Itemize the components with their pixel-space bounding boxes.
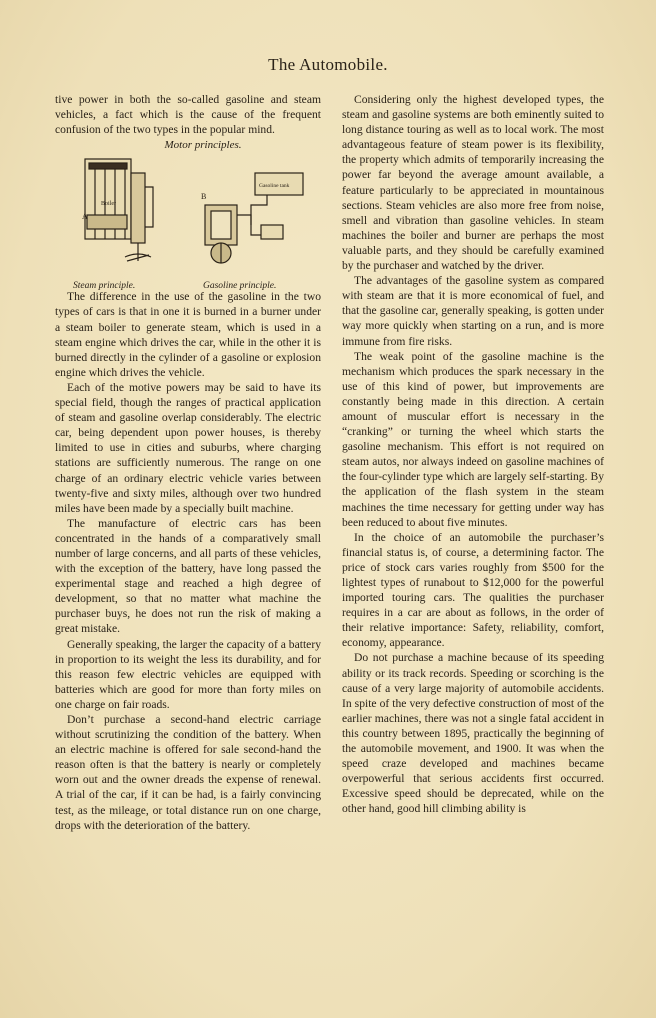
paragraph: Generally speaking, the larger the capacity of a battery in proportion to its weight the less its durability, and for this reason few electric vehicles are equipped with batteries which are good for more than forty miles on one charge on fair roads. [55,637,321,711]
left-column [55,92,321,833]
motor-principles-figure [55,153,321,292]
gas-tank-label: Gasoline tank [259,183,290,190]
paragraph: In the choice of an automobile the purchaser’s financial status is, of course, a determining factor. The price of stock cars varies roughly from $500 for the lightest types of runabout to $12,000 for the powerful imported touring cars. The qualities the purchaser requires in a car are about as follows, in the order of their relative importance: Safety, reliability, comfort, economy, appearance. [342,530,604,650]
paragraph: The weak point of the gasoline machine is the mechanism which produces the spark necessary in the use of this kind of power, but improvements are constantly being made in this direction. A certain amount of muscular effort is necessary in the “cranking” or turning the wheel which starts the gasoline mechanism. This effort is not required on steam autos, nor always indeed on gasoline machines of the four-cylinder type which are largely self-starting. By the application of the flash system in the steam machines the time necessary for getting under way has been reduced to about five minutes. [342,349,604,529]
label-b: B [201,192,207,202]
figure-title: Motor principles. [164,139,242,152]
paragraph: The manufacture of electric cars has been concentrated in the hands of a comparatively small number of large concerns, and all parts of these vehicles, with the exception of the battery, have long passed the experimental stage and reached a high degree of development, so that no matter what machine the purchaser buys, he does not run the risk of making a great mistake. [55,516,321,636]
paragraph: Considering only the highest developed types, the steam and gasoline systems are both eminently suited to long distance touring as well as to local work. The most advantageous feature of steam power is its flexibility, the property which admits of temporarily increasing the power far beyond the average amount available, a feature particularly to be appreciated in mountainous sections. Steam vehicles are also more free from noise, smell and vibration than gasoline vehicles. In steam machines the boiler and burner are perhaps the most valuable parts, and they should be carefully examined by the purchaser and watched by the driver. [342,93,604,273]
steam-caption: Steam principle. [73,281,136,292]
steam-engine-drawing [82,159,153,261]
paragraph: tive power in both the so-called gasoline and steam vehicles, a fact which is the cause of the frequent confusion of the two types in the popular mind. [55,93,321,137]
paragraph: The difference in the use of the gasoline in the two types of cars is that in one it is burned in a burner under a steam boiler to generate steam, which is used in a steam engine which drives the car, while in the other it is burned directly in the cylinder of a gasoline or explosion engine which drives the vehicle. [55,290,321,379]
gasoline-engine-drawing [201,173,303,263]
label-a: A [82,212,88,222]
boiler-label: Boiler [101,201,116,208]
right-column [342,92,604,817]
paragraph: Each of the motive powers may be said to have its special field, though the ranges of practical application of steam and gasoline overlap considerably. The electric car, being dependent upon power houses, is thereby limited to use in cities and suburbs, where charging stations are sufficiently numerous. The range on one charge of an ordinary electric vehicle varies between twenty-five and sixty miles, although over two hundred miles have been made by a specially built machine. [55,380,321,515]
paragraph: Do not purchase a machine because of its speeding ability or its track records. Speeding or scorching is the cause of a very large majority of automobile accidents. In spite of the very defective construction of most of the earlier machines, there was not a single fatal accident in this country between 1895, practically the beginning of the automobile movement, and 1900. It was when the speed craze developed and machines became overpowerful that serious accidents first occurred. Excessive speed should be deprecated, while on the other hand, good hill climbing ability is [342,651,604,816]
paragraph: The advantages of the gasoline system as compared with steam are that it is more economical of fuel, and that the gasoline car, generally speaking, is gotten under way more quickly when starting on a run, and is more immune from fire risks. [342,274,604,348]
motor-diagram [55,153,321,277]
page-title: The Automobile. [268,55,388,74]
paragraph: Don’t purchase a second-hand electric carriage without scrutinizing the condition of the battery. When an electric machine is offered for sale second-hand the reason often is that the battery is nearly or completely worn out and the owner dreads the expense of renewal. A trial of the car, if it can be had, is a fairly convincing test, as the mileage, or total distance run on one charge, drops with the deterioration of the battery. [55,713,321,832]
gasoline-caption: Gasoline principle. [203,281,277,292]
